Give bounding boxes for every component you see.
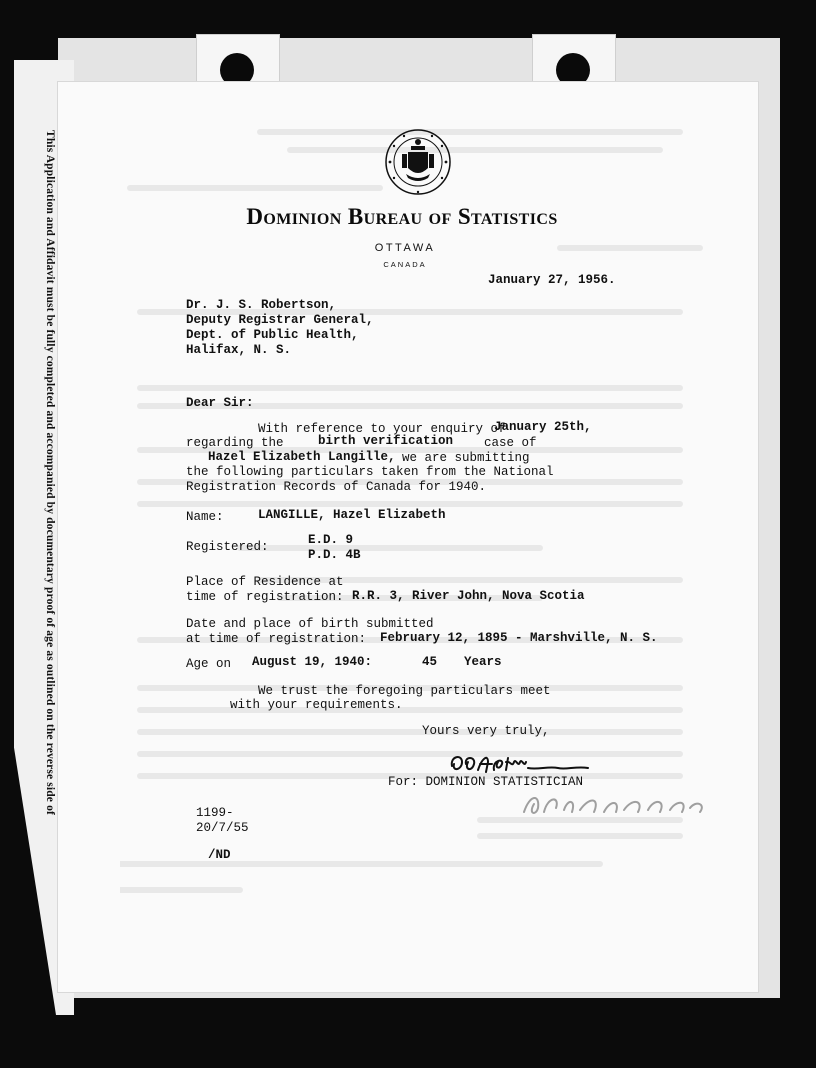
birth-label-2: at time of registration: [186, 632, 367, 646]
birth-label-1: Date and place of birth submitted [186, 617, 434, 631]
recipient-city: Halifax, N. S. [186, 343, 292, 357]
age-date: August 19, 1940: [252, 655, 373, 669]
residence-label-2: time of registration: [186, 590, 344, 604]
residence-label-1: Place of Residence at [186, 575, 344, 589]
age-value: 45 [422, 655, 438, 669]
body-line2: regarding the [186, 436, 284, 450]
name-value: LANGILLE, Hazel Elizabeth [258, 508, 446, 522]
recipient-name: Dr. J. S. Robertson, [186, 298, 337, 312]
enquiry-date: January 25th, [494, 420, 592, 434]
residence-value: R.R. 3, River John, Nova Scotia [352, 589, 585, 603]
registered-label: Registered: [186, 540, 269, 554]
birth-value: February 12, 1895 - Marshville, N. S. [380, 631, 658, 645]
recipient-dept: Dept. of Public Health, [186, 328, 359, 342]
age-label: Age on [186, 657, 232, 671]
valediction: Yours very truly, [422, 724, 550, 738]
body-line4: the following particulars taken from the National [186, 465, 554, 479]
for-statistician: For: DOMINION STATISTICIAN [388, 775, 584, 789]
body-line3-end: we are submitting [402, 451, 530, 465]
letter-date: January 27, 1956. [488, 273, 616, 287]
city-label: OTTAWA [374, 242, 436, 254]
subject-name: Hazel Elizabeth Langille, [208, 450, 396, 464]
country-label: CANADA [383, 260, 427, 269]
side-note: This Application and Affidavit must be fully completed and accompanied by documentary proof of age as outlined on the reverse side of [44, 130, 56, 815]
recipient-title: Deputy Registrar General, [186, 313, 374, 327]
pd-value: P.D. 4B [308, 548, 361, 562]
case-type: birth verification [318, 434, 454, 448]
name-label: Name: [186, 510, 224, 524]
body-line1: With reference to your enquiry of [258, 422, 506, 436]
department-crest-icon [384, 128, 452, 196]
closing-line2: with your requirements. [230, 698, 403, 712]
reference-date: 20/7/55 [196, 821, 249, 835]
salutation: Dear Sir: [186, 396, 254, 410]
ed-value: E.D. 9 [308, 533, 354, 547]
body-line2-end: case of [484, 436, 537, 450]
reference-number: 1199- [196, 806, 234, 820]
typist-initials: /ND [208, 848, 231, 862]
age-unit: Years [464, 655, 502, 669]
closing-line1: We trust the foregoing particulars meet [258, 684, 551, 698]
notary-signature-bleed [520, 790, 710, 820]
bureau-title: Dominion Bureau of Statistics [246, 204, 558, 229]
body-line5: Registration Records of Canada for 1940. [186, 480, 487, 494]
